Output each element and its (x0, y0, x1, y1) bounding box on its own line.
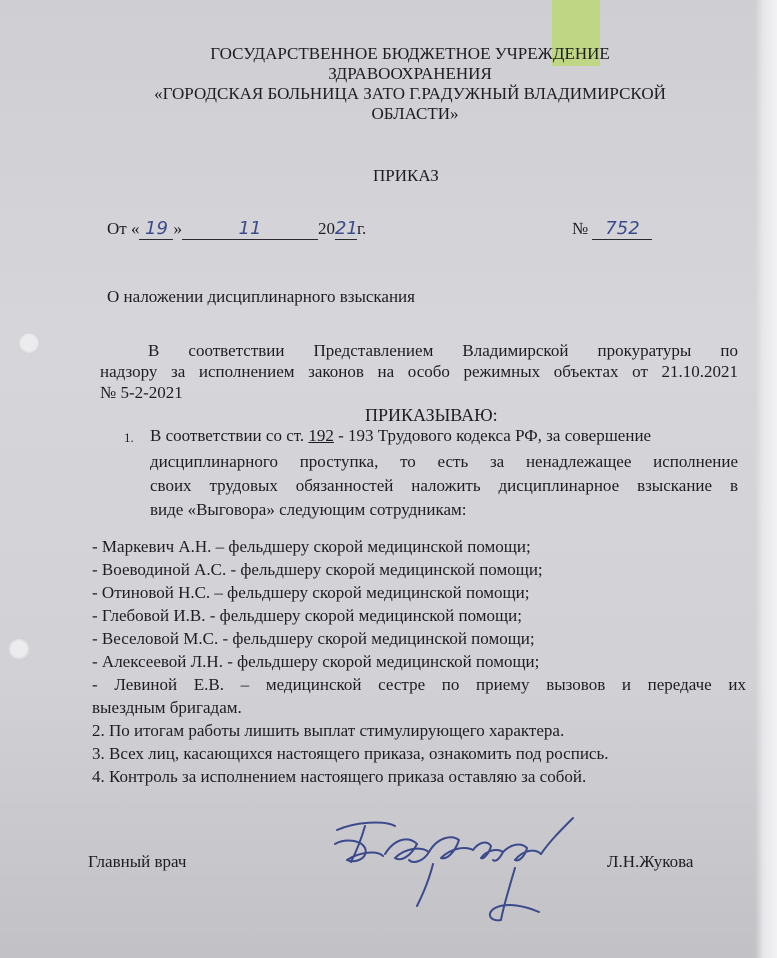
date-year-end: г. (356, 219, 367, 238)
employee-line: - Глебовой И.В. - фельдшеру скорой медицинской помощи; (92, 606, 522, 625)
preamble-line-1: В соответствии Представлением Владимирской прокуратуры по (148, 341, 738, 360)
date-prefix: От « (107, 219, 140, 238)
number-value: 752 (592, 219, 652, 240)
item-1-line-2: дисциплинарного проступка, то есть за ненадлежащее исполнение (150, 452, 738, 471)
article-number: 192 (308, 426, 334, 445)
number-label: № (572, 219, 589, 238)
employee-line: - Маркевич А.Н. – фельдшеру скорой медицинской помощи; (92, 537, 531, 556)
item-1-text-a: В соответствии со ст. (150, 426, 305, 445)
employee-line-cont: выездным бригадам. (92, 698, 242, 717)
paper-edge (755, 0, 777, 958)
date-day-close: » (173, 219, 182, 238)
item-4: 4. Контроль за исполнением настоящего приказа оставляю за собой. (92, 767, 587, 786)
employee-line: - Алексеевой Л.Н. - фельдшеру скорой медицинской помощи; (92, 652, 540, 671)
handwritten-signature (325, 808, 595, 928)
preamble-line-2: надзору за исполнением законов на особо режимных объектах от 21.10.2021 (100, 362, 738, 381)
header-line-3: «ГОРОДСКАЯ БОЛЬНИЦА ЗАТО Г.РАДУЖНЫЙ ВЛАДИМИРСКОЙ (154, 84, 666, 103)
date-line (107, 219, 366, 240)
signatory-position: Главный врач (88, 852, 187, 871)
document-type: ПРИКАЗ (373, 166, 439, 185)
date-month: 11 (182, 219, 318, 240)
employee-line: - Веселовой М.С. - фельдшеру скорой медицинской помощи; (92, 629, 535, 648)
item-1-number: 1. (124, 430, 134, 445)
header-line-2: ЗДРАВООХРАНЕНИЯ (328, 64, 492, 83)
signatory-name: Л.Н.Жукова (607, 852, 694, 871)
header-line-4: ОБЛАСТИ» (371, 104, 459, 123)
item-1-text-b: - 193 Трудового кодекса РФ, за совершение (338, 426, 652, 445)
employee-line: - Левиной Е.В. – медицинской сестре по приему вызовов и передаче их (92, 675, 746, 694)
employee-line: - Воеводиной А.С. - фельдшеру скорой медицинской помощи; (92, 560, 543, 579)
item-3: 3. Всех лиц, касающихся настоящего приказа, ознакомить под роспись. (92, 744, 609, 763)
item-1-line-3: своих трудовых обязанностей наложить дисциплинарное взыскание в (150, 476, 738, 495)
date-year-suffix: 21 (334, 218, 358, 239)
item-2: 2. По итогам работы лишить выплат стимулирующего характера. (92, 721, 565, 740)
order-number (572, 219, 652, 240)
punch-hole-top (18, 332, 40, 354)
subject: О наложении дисциплинарного взыскания (107, 287, 415, 306)
order-heading: ПРИКАЗЫВАЮ: (365, 405, 498, 425)
punch-hole-bottom (8, 638, 30, 660)
date-day: 19 (139, 219, 173, 240)
header-line-1: ГОСУДАРСТВЕННОЕ БЮДЖЕТНОЕ УЧРЕЖДЕНИЕ (210, 44, 610, 63)
date-year-prefix: 20 (317, 219, 335, 238)
preamble-line-3: № 5-2-2021 (100, 383, 183, 402)
item-1-line-1 (150, 426, 738, 446)
employee-line: - Отиновой Н.С. – фельдшеру скорой медицинской помощи; (92, 583, 530, 602)
item-1-line-4: виде «Выговора» следующим сотрудникам: (150, 500, 467, 519)
